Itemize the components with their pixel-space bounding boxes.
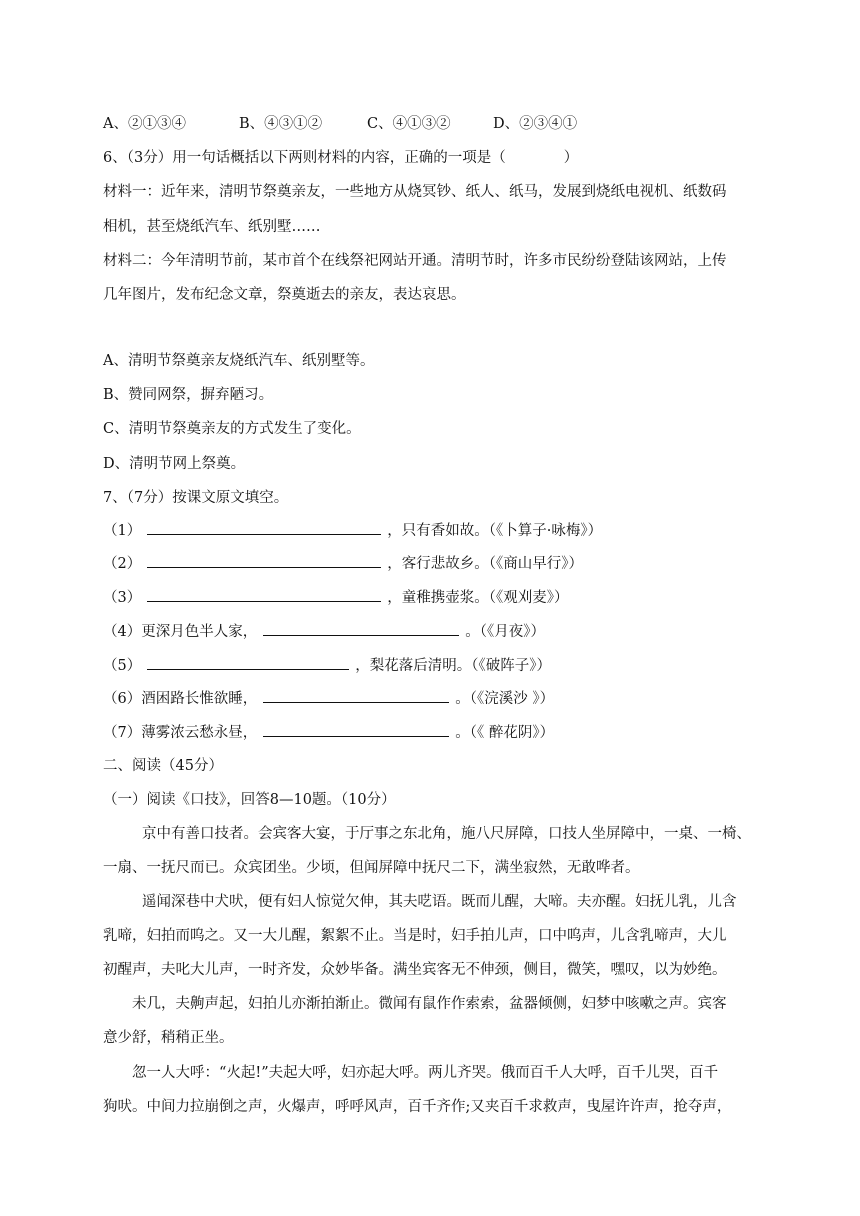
q7-item-text: 。（《浣溪沙 》） [455, 691, 555, 707]
answer-blank[interactable] [263, 621, 459, 636]
passage-p4-line2: 狗吠。中间力拉崩倒之声，火爆声，呼呼风声，百千齐作;又夹百千求救声，曳屋许许声，抢夺声， [103, 1099, 732, 1115]
q7-item-text: ，童稚携壶浆。（《观刈麦》） [387, 590, 569, 606]
q7-item-4 [103, 620, 545, 641]
q7-item-number: （2） [103, 556, 142, 572]
q7-item-number: （7） [103, 725, 142, 741]
q6-material2-line2: 几年图片，发布纪念文章，祭奠逝去的亲友，表达哀思。 [103, 287, 466, 303]
q5-option-d: D、②③④① [493, 116, 578, 132]
passage-p2-line2: 乳啼，妇拍而呜之。又一大儿醒，絮絮不止。当是时，妇手拍儿声，口中呜声，儿含乳啼声，大儿 [103, 928, 727, 944]
q7-item-6 [103, 687, 554, 708]
q6-option-d: D、清明节网上祭奠。 [103, 456, 246, 472]
passage-p2-line3: 初醒声，夫叱大儿声，一时齐发，众妙毕备。满坐宾客无不伸颈，侧目，微笑，嘿叹，以为妙绝。 [103, 962, 727, 978]
q6-option-c: C、清明节祭奠亲友的方式发生了变化。 [103, 421, 361, 437]
answer-blank[interactable] [263, 688, 449, 703]
passage-p1-line2: 一扇、一抚尺而已。众宾团坐。少顷，但闻屏障中抚尺二下，满坐寂然，无敢哗者。 [103, 860, 640, 876]
q7-item-7 [103, 721, 554, 742]
q7-item-number: （1） [103, 523, 142, 539]
q6-material2-line1: 材料二：今年清明节前，某市首个在线祭祀网站开通。清明节时，许多市民纷纷登陆该网站，上传 [103, 253, 727, 269]
q6-option-b: B、赞同网祭，摒弃陋习。 [103, 387, 274, 403]
q7-item-number: （3） [103, 590, 142, 606]
q6-material1-line1: 材料一：近年来，清明节祭奠亲友，一些地方从烧冥钞、纸人、纸马，发展到烧纸电视机、纸数码 [103, 184, 727, 200]
q7-item-3 [103, 586, 568, 607]
answer-blank[interactable] [147, 655, 349, 670]
q6-option-a: A、清明节祭奠亲友烧纸汽车、纸别墅等。 [103, 353, 375, 369]
q7-item-number: （6） [103, 691, 142, 707]
q7-item-5 [103, 654, 551, 675]
passage-p3-line2: 意少舒，稍稍正坐。 [103, 1030, 234, 1046]
q7-item-number: （5） [103, 658, 142, 674]
passage-p1-line1: 京中有善口技者。会宾客大宴，于厅事之东北角，施八尺屏障，口技人坐屏障中，一桌、一椅、 [142, 826, 751, 842]
q5-option-a: A、②①③④ [103, 116, 186, 132]
q7-item-lead: 更深月色半人家， [141, 624, 258, 640]
q5-option-c: C、④①③② [367, 116, 451, 132]
q5-option-b: B、④③①② [239, 116, 323, 132]
answer-blank[interactable] [147, 520, 381, 535]
passage-p2-line1: 遥闻深巷中犬吠，便有妇人惊觉欠伸，其夫呓语。既而儿醒，大啼。夫亦醒。妇抚儿乳，儿含 [142, 894, 737, 910]
q7-item-text: ，客行悲故乡。（《商山早行》） [387, 556, 583, 572]
q5-options [103, 112, 577, 133]
answer-blank[interactable] [147, 553, 381, 568]
subsection-title: （一）阅读《口技》，回答8—10题。（10分） [103, 792, 396, 808]
q6-material1-line2: 相机，甚至烧纸汽车、纸别墅…… [103, 219, 321, 235]
q7-item-text: ，梨花落后清明。（《破阵子》） [355, 658, 551, 674]
q7-item-number: （4） [103, 624, 142, 640]
q7-stem: 7、（7分）按课文原文填空。 [103, 490, 289, 506]
q7-item-2 [103, 552, 583, 573]
q7-item-lead: 薄雾浓云愁永昼， [141, 725, 258, 741]
q7-item-text: 。（《月夜》） [465, 624, 545, 640]
passage-p3-line1: 未几，夫齁声起，妇拍儿亦渐拍渐止。微闻有鼠作作索索，盆器倾侧，妇梦中咳嗽之声。宾客 [132, 996, 727, 1012]
q7-item-lead: 酒困路长惟欲睡， [141, 691, 258, 707]
section-title: 二、阅读（45分） [103, 758, 223, 774]
q6-stem: 6、（3分）用一句话概括以下两则材料的内容，正确的一项是（ ） [103, 150, 579, 166]
q7-item-1 [103, 519, 602, 540]
passage-p4-line1: 忽一人大呼：“火起!”夫起大呼，妇亦起大呼。两儿齐哭。俄而百千人大呼，百千儿哭，百千 [132, 1065, 719, 1081]
q7-item-text: ，只有香如故。（《卜算子·咏梅》） [387, 523, 603, 539]
q7-item-text: 。（《 醉花阴》） [455, 725, 555, 741]
answer-blank[interactable] [147, 587, 381, 602]
answer-blank[interactable] [263, 722, 449, 737]
